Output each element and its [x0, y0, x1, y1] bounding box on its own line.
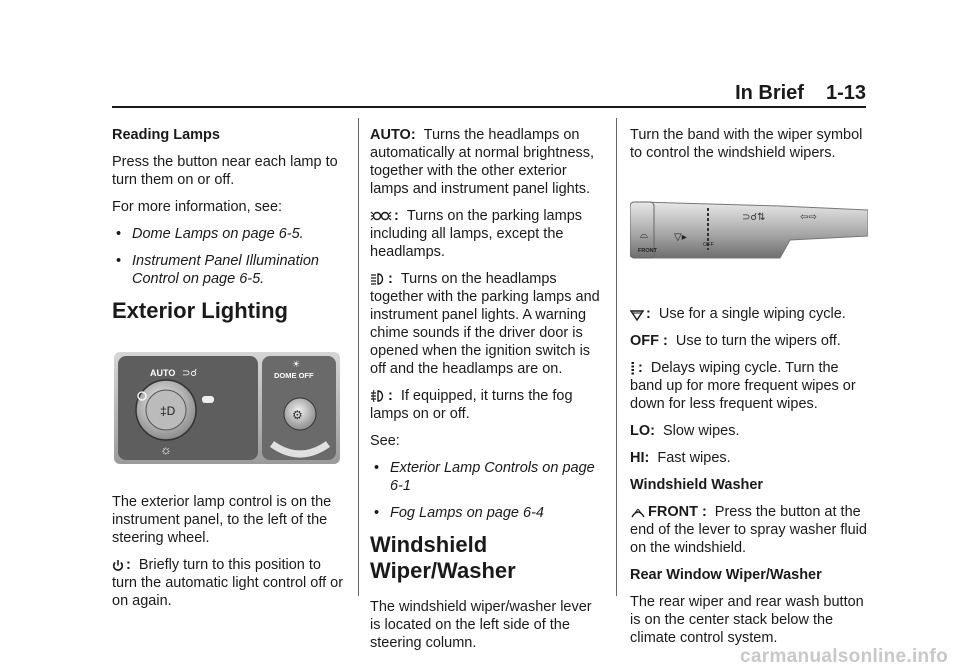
lo-text: LO: Slow wipes. [630, 423, 740, 439]
rear-wiper-heading: Rear Window Wiper/Washer [630, 567, 822, 583]
svg-text:OFF: OFF [703, 242, 714, 248]
svg-text:⚙: ⚙ [292, 408, 303, 422]
single-wipe-text: : Use for a single wiping cycle. [630, 305, 868, 323]
wiper-lever-photo [630, 198, 868, 267]
header-rule [112, 106, 866, 108]
exterior-lighting-heading: Exterior Lighting [112, 298, 288, 323]
wiper-lever-text: The windshield wiper/washer lever is located on the left side of the steering column. [370, 599, 592, 651]
washer-icon [630, 505, 646, 519]
off-position-text: : Briefly turn to this position to turn the automatic light control off or on again. [112, 557, 344, 609]
rear-wiper-text: The rear wiper and rear wash button is on the center stack below the climate control system. [630, 594, 864, 646]
mist-wipe-icon [630, 309, 644, 321]
svg-text:⌓: ⌓ [640, 230, 648, 241]
column-2 [370, 126, 606, 661]
delay-text: : Delays wiping cycle. Turn the band up for more frequent wipes or down for less frequent wipes. [630, 360, 856, 412]
column-3 [630, 126, 868, 656]
ref-dome-lamps[interactable]: • Dome Lamps on page 6-5. [116, 226, 304, 242]
ref-fog-lamps[interactable]: • Fog Lamps on page 6-4 [374, 505, 544, 521]
front-washer-text: FRONT : Press the button at the end of the lever to spray washer fluid on the windshield. [630, 504, 867, 556]
washer-heading: Windshield Washer [630, 477, 764, 493]
page-header [735, 82, 866, 105]
delay-icon [630, 361, 636, 375]
ref-panel-illumination[interactable]: • Instrument Panel Illumination Control on page 6-5. [116, 253, 319, 287]
wiper-off-text: OFF : Use to turn the wipers off. [630, 333, 841, 349]
svg-text:☀: ☀ [292, 359, 301, 369]
column-divider-1 [358, 118, 359, 596]
svg-text:AUTO: AUTO [150, 368, 176, 378]
exterior-lamp-control-photo [114, 352, 348, 469]
svg-text:⇦⇨: ⇦⇨ [800, 212, 817, 223]
fog-lamps-text: : If equipped, it turns the fog lamps on or off. [370, 388, 573, 422]
section-title: In Brief [735, 82, 804, 104]
page-number: 1-13 [825, 82, 866, 104]
column-1 [112, 126, 348, 619]
column-divider-2 [616, 118, 617, 596]
svg-text:☼: ☼ [160, 442, 172, 457]
power-off-icon [112, 559, 124, 572]
svg-text:DOME OFF: DOME OFF [274, 371, 314, 380]
reading-lamps-heading: Reading Lamps [112, 127, 220, 143]
parking-lamps-text: : Turns on the parking lamps including all lamps, except the headlamps. [370, 208, 583, 260]
wiper-washer-heading: Windshield Wiper/Washer [370, 532, 516, 583]
see-label: See: [370, 433, 400, 449]
svg-text:‡D: ‡D [160, 404, 176, 418]
headlamps-text: : Turns on the headlamps together with the parking lamps and instrument panel lights. A warning chime sounds if the driver door is opened when the ignition switch is off and the headlamps are on. [370, 271, 600, 377]
svg-text:⊃☌: ⊃☌ [182, 368, 198, 379]
ref-exterior-lamp-controls[interactable]: • Exterior Lamp Controls on page 6-1 [374, 460, 595, 494]
auto-text: AUTO: Turns the headlamps on automatically at normal brightness, together with the other exterior lamps and instrument panel lights. [370, 127, 595, 197]
fog-lamp-icon [370, 389, 386, 403]
exterior-control-text: The exterior lamp control is on the instrument panel, to the left of the steering wheel. [112, 494, 332, 546]
svg-text:FRONT: FRONT [638, 248, 657, 254]
more-info-text: For more information, see: [112, 199, 283, 215]
svg-text:▽▸: ▽▸ [674, 232, 687, 243]
headlamp-icon [370, 272, 386, 286]
wiper-intro-text: Turn the band with the wiper symbol to control the windshield wipers. [630, 127, 863, 161]
watermark: carmanualsonline.info [740, 646, 948, 667]
hi-text: HI: Fast wipes. [630, 450, 731, 466]
svg-text:⊃☌⇅: ⊃☌⇅ [742, 212, 766, 223]
parking-lamp-icon [370, 209, 392, 223]
reading-lamps-text: Press the button near each lamp to turn them on or off. [112, 154, 338, 188]
